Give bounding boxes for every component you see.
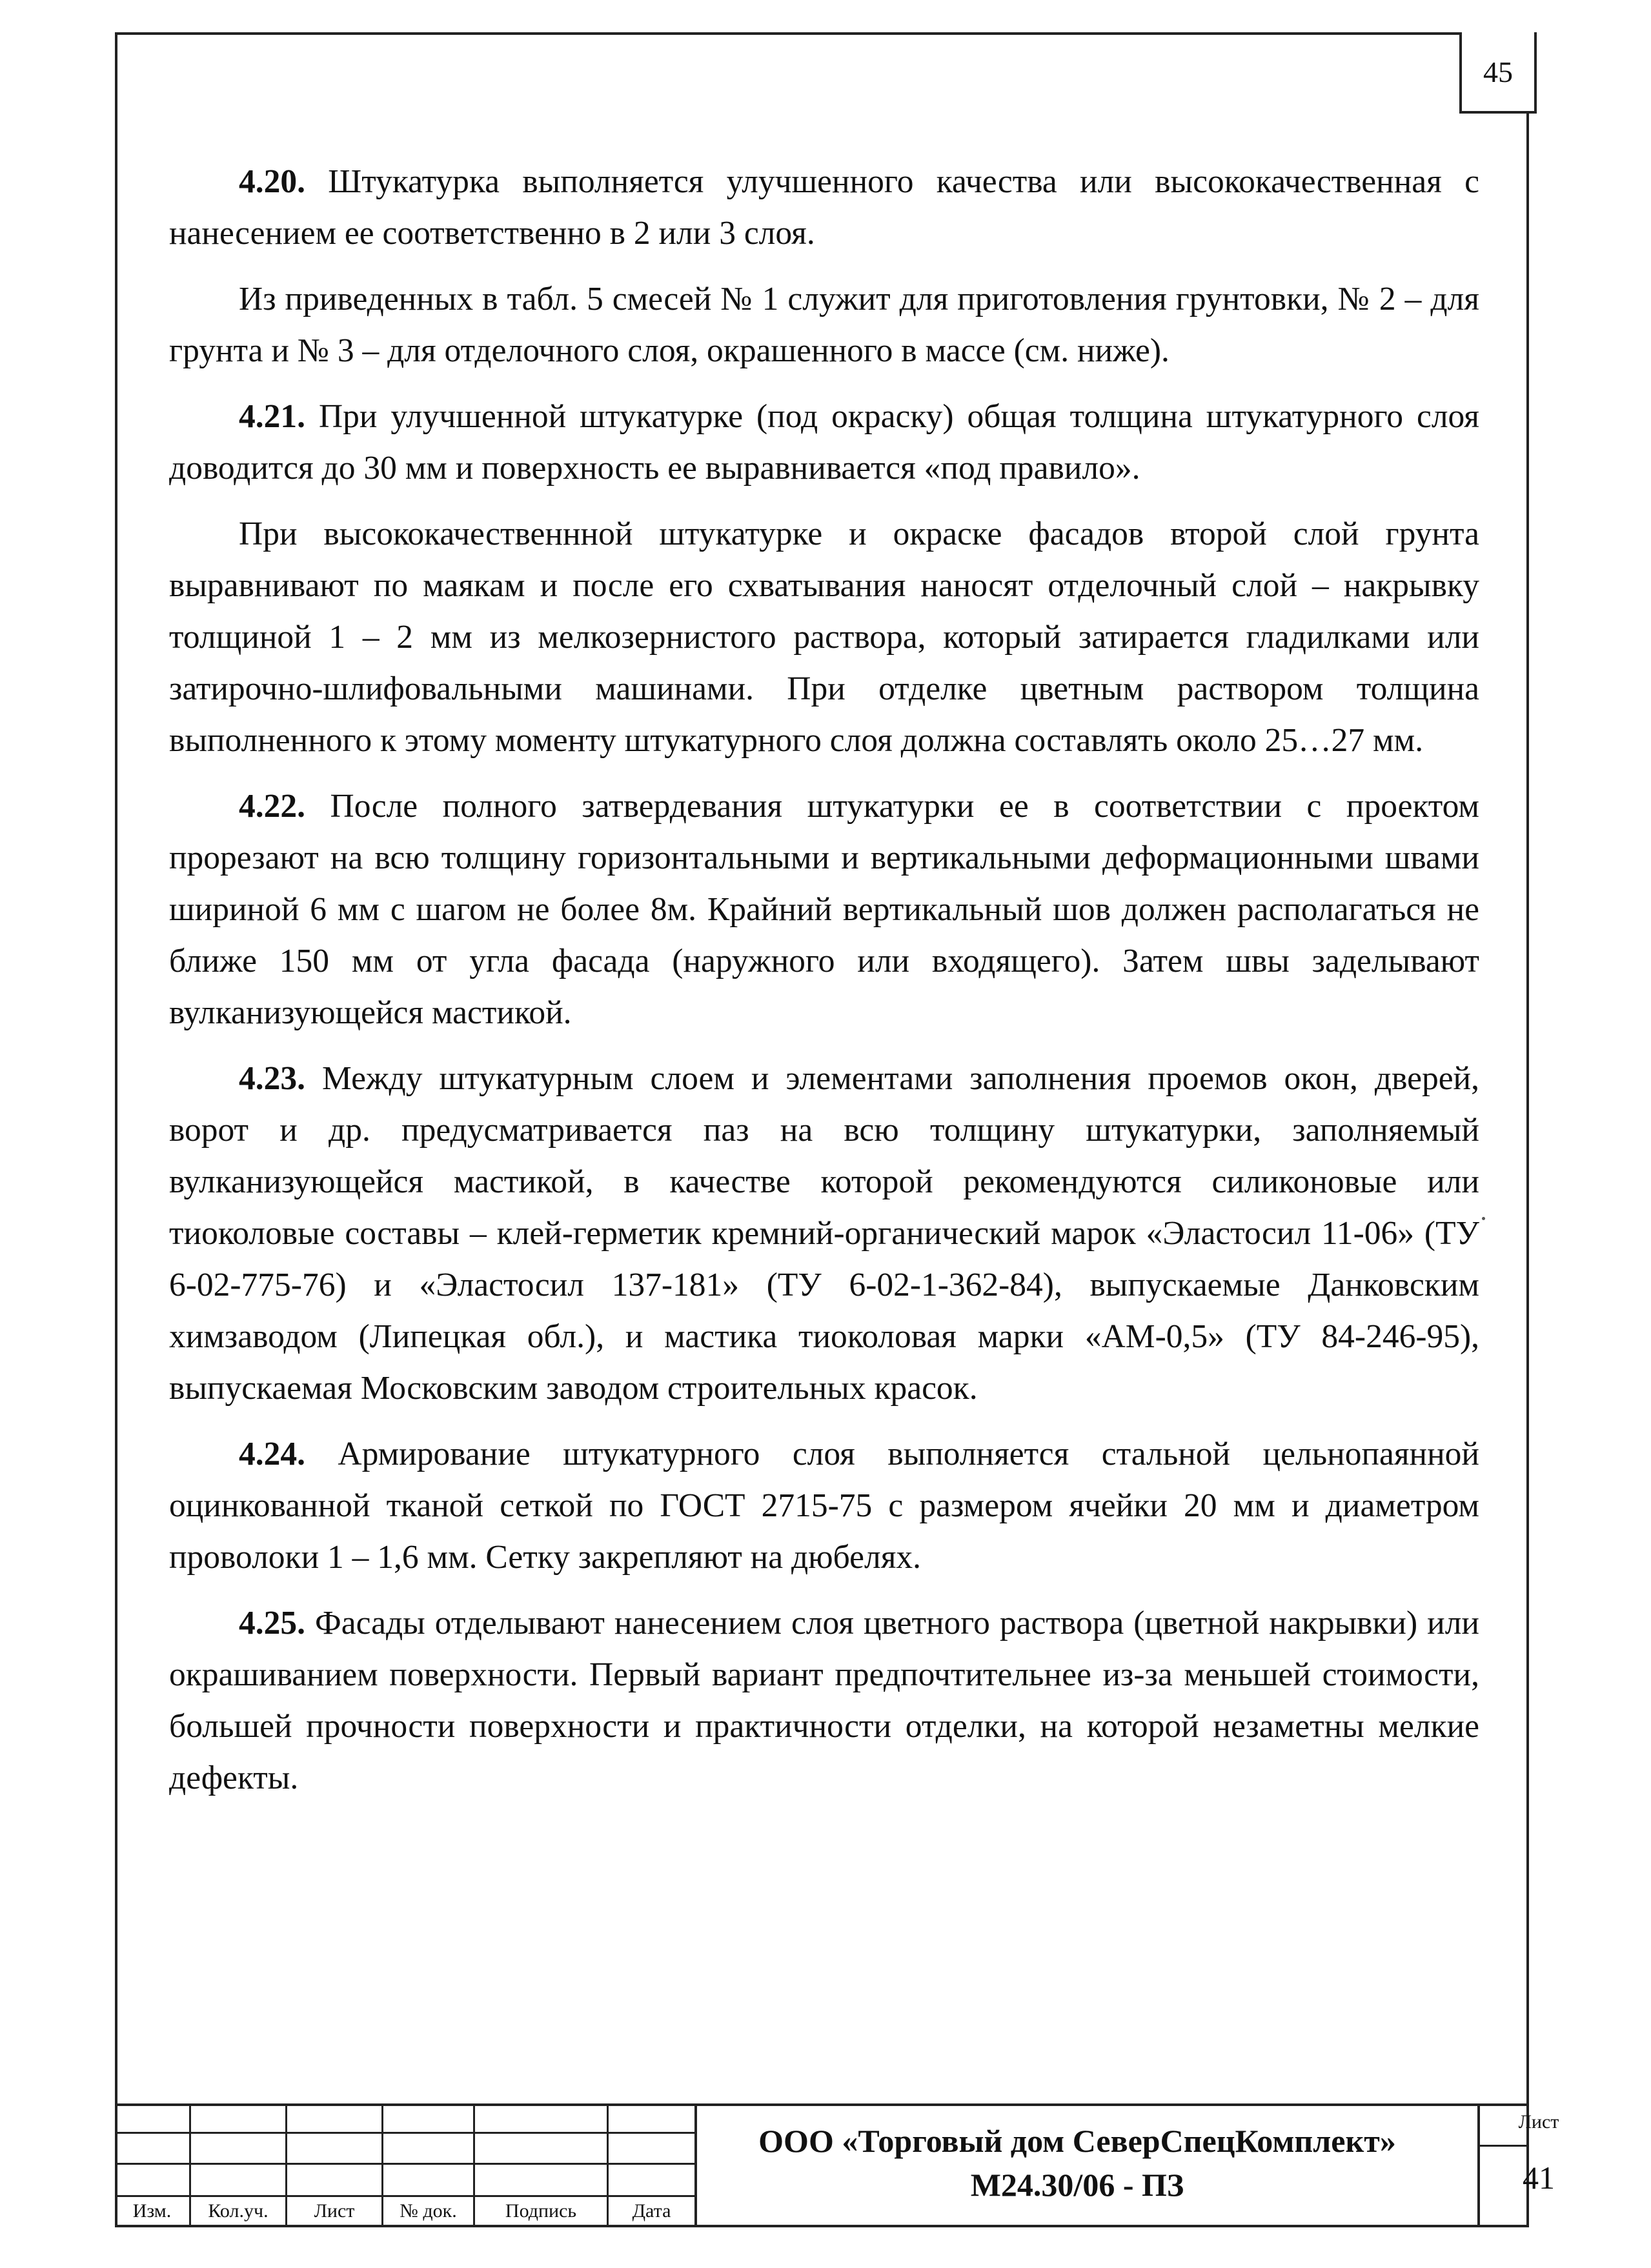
paragraph-4-22	[169, 781, 1479, 1039]
clause-number: 4.24.	[239, 1436, 305, 1472]
document-body	[169, 156, 1479, 1818]
label-list: Лист	[314, 2200, 355, 2222]
clause-number: 4.21.	[239, 398, 305, 435]
clause-number: 4.25.	[239, 1605, 305, 1641]
title-block-title	[694, 2119, 1460, 2207]
label-podpis: Подпись	[505, 2200, 577, 2222]
paragraph-text: Армирование штукатурного слоя выполняется стальной цельнопаянной оцинкованной тканой сеткой по ГОСТ 2715-75 с размером ячейки 20 мм и диаметром проволоки 1 – 1,6 мм. Сетку закрепляют на дюбелях.	[169, 1436, 1479, 1576]
label-data: Дата	[632, 2200, 671, 2222]
paragraph-4-20-mixes	[169, 274, 1479, 377]
page-number: 45	[1483, 55, 1513, 88]
paragraph-4-25	[169, 1598, 1479, 1804]
sheet-number: 41	[1523, 2160, 1555, 2196]
paragraph-text: После полного затвердевания штукатурки ее в соответствии с проектом прорезают на всю толщину горизонтальными и вертикальными деформационными швами шириной 6 мм с шагом не более 8м. Крайний вертикальный шов должен располагаться не ближе 150 мм от угла фасада (наружного или входящего). Затем швы заделывают вулканизующейся мастикой.	[169, 788, 1479, 1031]
paragraph-4-21-high-quality	[169, 508, 1479, 767]
paragraph-text: Между штукатурным слоем и элементами заполнения проемов окон, дверей, ворот и др. предусматривается паз на всю толщину штукатурки, заполняемый вулканизующейся мастикой, в качестве которой рекомендуются силиконовые или тиоколовые составы – клей-герметик кремний-органический марок «Эластосил 11-06» (ТУ 6-02-775-76) и «Эластосил 137-181» (ТУ 6-02-1-362-84), выпускаемые Данковским химзаводом (Липецкая обл.), и мастика тиоколовая марки «АМ-0,5» (ТУ 84-246-95), выпускаемая Московским заводом строительных красок.	[169, 1060, 1479, 1407]
paragraph-text: Фасады отделывают нанесением слоя цветного раствора (цветной накрывки) или окрашиванием поверхности. Первый вариант предпочтительнее из-за меньшей стоимости, большей прочности поверхности и практичности отделки, на которой незаметны мелкие дефекты.	[169, 1605, 1479, 1796]
title-block	[115, 2103, 1559, 2227]
page-number-box	[1459, 32, 1537, 114]
document-code: М24.30/06 - ПЗ	[970, 2167, 1184, 2203]
label-izm: Изм.	[132, 2200, 172, 2222]
label-n-dok: № док.	[400, 2200, 457, 2222]
paragraph-4-24	[169, 1429, 1479, 1583]
paragraph-4-23	[169, 1053, 1479, 1414]
clause-number: 4.22.	[239, 788, 305, 825]
title-block-col-line	[1477, 2106, 1480, 2227]
paragraph-text: При улучшенной штукатурке (под окраску) общая толщина штукатурного слоя доводится до 30 мм и поверхность ее выравнивается «под правило».	[169, 398, 1479, 487]
paragraph-text: Штукатурка выполняется улучшенного качества или высококачественная с нанесением ее соответственно в 2 или 3 слоя.	[169, 163, 1479, 252]
paragraph-text: При высококачественнной штукатурке и окраске фасадов второй слой грунта выравнивают по маякам и после его схватывания наносят отделочный слой – накрывку толщиной 1 – 2 мм из мелкозернистого раствора, который затирается гладилками или затирочно-шлифовальными машинами. При отделке цветным раствором толщина выполненного к этому моменту штукатурного слоя должна составлять около 25…27 мм.	[169, 516, 1479, 759]
scan-speck	[1482, 1217, 1485, 1220]
clause-number: 4.23.	[239, 1060, 305, 1097]
sheet-label: Лист	[1518, 2111, 1559, 2133]
paragraph-4-21	[169, 391, 1479, 494]
title-block-row-line	[1477, 2145, 1529, 2147]
organization-name: ООО «Торговый дом СеверСпецКомплект»	[758, 2123, 1396, 2159]
clause-number: 4.20.	[239, 163, 305, 200]
paragraph-text: Из приведенных в табл. 5 смесей № 1 служит для приготовления грунтовки, № 2 – для грунта и № 3 – для отделочного слоя, окрашенного в массе (см. ниже).	[169, 281, 1479, 369]
label-kol-uch: Кол.уч.	[208, 2200, 268, 2222]
paragraph-4-20	[169, 156, 1479, 259]
